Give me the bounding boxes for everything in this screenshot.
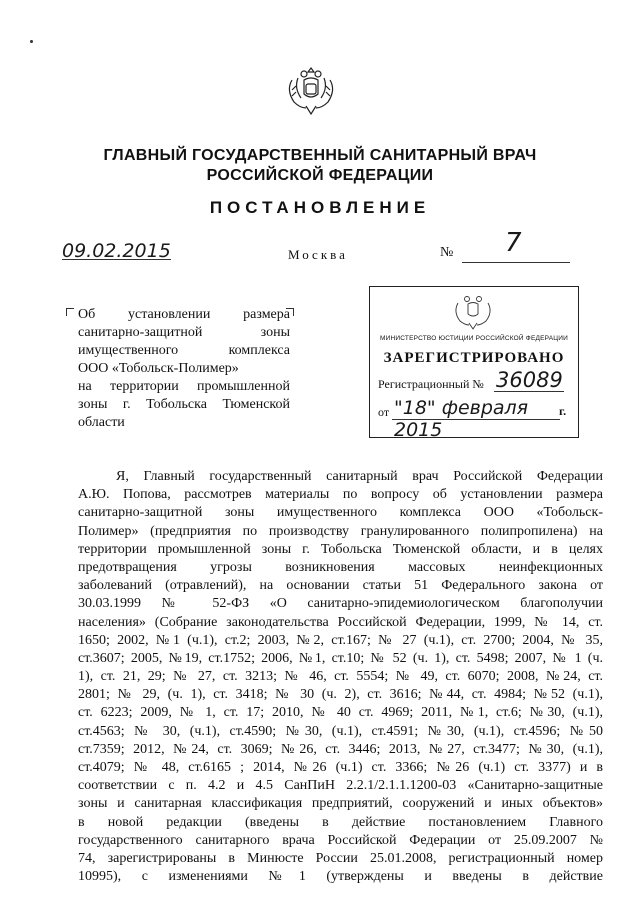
coat-of-arms-icon (284, 62, 338, 120)
subject-line: имущественного комплекса (78, 343, 290, 358)
stamp-date-underline (392, 419, 560, 420)
subject-line: санитарно-защитной зоны (78, 325, 290, 340)
body-line: 10995), с изменениями №1 (утверждены и введены в действие (78, 869, 603, 885)
issuer-country: РОССИЙСКОЙ ФЕДЕРАЦИИ (206, 167, 434, 184)
number-underline (462, 262, 570, 263)
issuer-title: ГЛАВНЫЙ ГОСУДАРСТВЕННЫЙ САНИТАРНЫЙ ВРАЧ (103, 147, 537, 164)
body-line: в новой редакции (введены в действие постановлением Главного (78, 814, 603, 830)
body-line: заболеваний (отравлений), на основании статьи 51 Федерального закона от (78, 578, 603, 594)
body-line: государственного санитарного врача Российской Федерации от 25.09.2007 № (78, 832, 603, 848)
body-line: зоны и санитарная классификация предприятий, сооружений и иных объектов» (78, 796, 603, 812)
subject-block (78, 306, 290, 432)
body-line: ст. 6223; 2009, № 1, ст. 17; 2010, № 40 ст. 4969; 2011, №1, ст.6; №30, (ч.1), (78, 705, 603, 721)
body-line: 1), ст. 21, 29; № 27, ст. 3213; № 46, ст. 5554; № 49, ст. 6070; 2008, №24, ст. (78, 669, 603, 685)
body-line: предотвращения угрозы возникновения массовых неинфекционных (78, 559, 603, 575)
document-type: ПОСТАНОВЛЕНИЕ (209, 198, 431, 217)
stamp-eagle-icon (453, 291, 493, 331)
subject-line: ООО «Тобольск-Полимер» (78, 361, 239, 376)
body-line: 1650; 2002, №1 (ч.1), ст.2; 2003, №2, ст.167; № 27 (ч.1), ст. 2700; 2004, № 35, (78, 632, 603, 648)
subject-bracket-left (66, 308, 74, 316)
body-line: Я, Главный государственный санитарный врач Российской Федерации (116, 469, 603, 484)
subject-line: Об установлении размера (78, 307, 290, 322)
body-line: ст.4079; № 48, ст.6165 ; 2014, №26 (ч.1) ст. 3366; №26 (ч.1) ст. 3377) и в (78, 760, 603, 775)
body-line: 74, зарегистрированы в Минюсте России 25.01.2008, регистрационный номер (78, 850, 603, 866)
stamp-registered: ЗАРЕГИСТРИРОВАНО (383, 350, 565, 366)
body-line: А.Ю. Попова, рассмотрев материалы по вопросу об установлении размера (78, 487, 603, 503)
stamp-date: "18" февраля 2015 (394, 397, 529, 441)
stamp-ministry: МИНИСТЕРСТВО ЮСТИЦИИ РОССИЙСКОЙ ФЕДЕРАЦИИ (379, 335, 569, 342)
number-label: № (440, 245, 454, 260)
body-line: 2801; № 29, (ч. 1), ст. 3418; № 30 (ч. 2), ст. 3616; №44, ст. 4984; №52 (ч.1), (78, 687, 603, 703)
stamp-regno-label: Регистрационный № (378, 377, 484, 391)
stamp-regno-underline (494, 391, 564, 392)
stamp-year-suffix: г. (559, 404, 567, 418)
subject-line: на территории промышленной (78, 379, 290, 394)
document-number: 7 (505, 228, 522, 258)
stamp-from-label: от (378, 405, 390, 419)
body-line: Полимер» (предприятия по производству гранулированного полипропилена) на (78, 523, 603, 539)
document-city: Москва (288, 247, 348, 262)
body-line: соответствии с п. 4.2 и 4.5 СанПиН 2.2.1/2.1.1.1200-03 «Санитарно-защитные (78, 778, 603, 794)
body-line: ст.4563; № 30, (ч.1), ст.4590; №30, (ч.1), ст.4591; №30, (ч.1), ст.4596; №50 (78, 723, 603, 739)
body-line: ст.3607; 2005, №19, ст.1752; 2006, №1, ст.10; № 52 (ч. 1), ст. 5498; 2007, № 1 (ч. (78, 650, 603, 666)
subject-line: зоны г. Тобольска Тюменской (78, 397, 290, 412)
registration-stamp (369, 286, 579, 441)
document-body (78, 468, 603, 886)
margin-mark (30, 40, 33, 43)
document-date (62, 240, 171, 262)
body-line: территории промышленной зоны г. Тобольска Тюменской области, и в целях (78, 541, 603, 557)
body-line: ст.7359; 2012, №24, ст. 3069; №26, ст. 3446; 2013, №27, ст.3477; №30, (ч.1), (78, 741, 603, 757)
body-line: 30.03.1999 № 52-ФЗ «О санитарно-эпидемиологическом благополучии (78, 596, 603, 612)
stamp-regno: 36089 (496, 368, 563, 392)
body-line: санитарно-защитной зоны имущественного комплекса ООО «Тобольск- (78, 505, 603, 521)
subject-line: области (78, 415, 125, 430)
body-line: населения» (Собрание законодательства Российской Федерации, 1999, № 14, ст. (78, 614, 603, 630)
document-date-value: 09.02.2015 (62, 240, 171, 262)
